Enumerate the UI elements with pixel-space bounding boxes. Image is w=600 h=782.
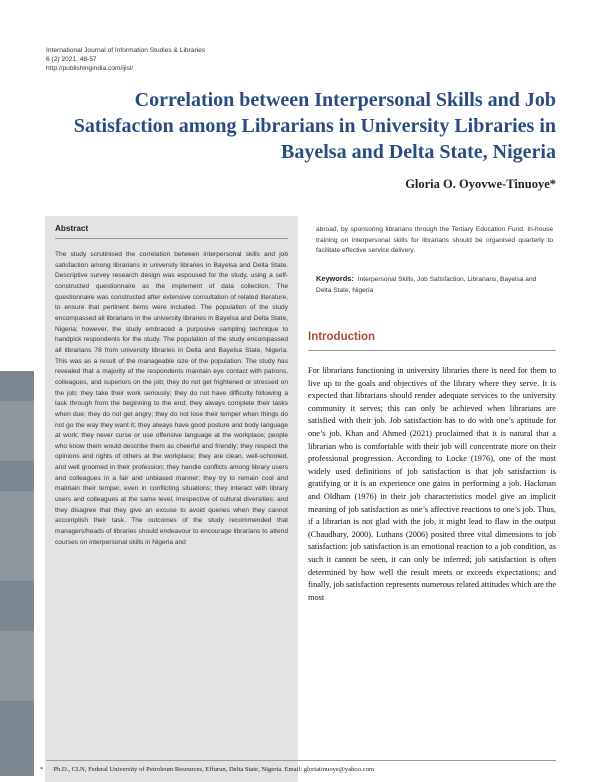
keywords-label: Keywords: — [316, 274, 354, 283]
journal-issue: 6 (2) 2021, 48-57 — [46, 56, 97, 63]
abstract-continuation: abroad, by sponsoring librarians through the Tertiary Education Fund. In-house training on interpersonal skills for librarians should be organised quarterly to facilitate effective service delivery. — [316, 226, 553, 255]
journal-name: International Journal of Information Studies & Libraries — [46, 47, 206, 54]
footnote — [40, 766, 560, 773]
author-name: Gloria O. Oyovwe-Tinuoye* — [405, 177, 556, 191]
journal-header — [46, 46, 346, 73]
abstract-box — [45, 216, 298, 782]
decorative-side-stripe — [0, 371, 34, 776]
footnote-mark: * — [40, 766, 44, 773]
journal-url: http://publishingindia.com/ijisl/ — [46, 65, 134, 72]
keywords-list: Interpersonal Skills, Job Satisfaction, Librarians, Bayelsa and Delta State, Nigeria — [316, 276, 537, 294]
introduction-heading: Introduction — [308, 331, 376, 343]
footnote-divider — [46, 760, 556, 761]
introduction-divider — [308, 350, 556, 351]
introduction-text: For librarians functioning in university libraries there is need for them to live up to the goals and objectives of the library where they serve. It is expected that librarians should render adequate services to the university community it serves; this can only be achieved when librarians are satisfied with their job. Job satisfaction has to do with one’s aptitude for one’s job. Khan and Ahmed (2021) proclaimed that it is natural that a librarian who is comfortable with their job will concentrate more on their professional progression. According to Locke (1976), one of the most widely used definitions of job satisfaction is that job satisfaction is gratifying or it is an experience one gains in performing a job. Hackman and Oldham (1976) in their job characteristics model give an implicit meaning of job satisfaction as one’s affective reactions to one’s job. Thus, if a librarian is not glad with the job, it might lead to flaw in the output (Chaudhary, 2000). Luthans (2006) posited three vital dimensions to job satisfaction: job satisfaction is an emotional reaction to a job condition, as such it cannot be seen, it can only be inferred; job satisfaction is often determined by how well the result meets or exceeds expectations; and finally, job satisfaction represents numerous related attitudes which are the most — [308, 366, 556, 602]
abstract-text: The study scrutinised the correlation between interpersonal skills and job satisfaction among librarians in university libraries in Bayelsa and Delta State. Descriptive survey research design was espoused for the study, using a self-constructed questionnaire as the implement of data collection. The questionnaire was constructed after extensive consultation of related literature, to ensure that pertinent items were included. The population of the study encompassed all librarians in the university libraries in Bayelsa and Delta State, Nigeria; however, the study embraced a purposive sampling technique to handpick respondents for the study. The population of the study encompassed all librarians 78 from university libraries in Delta and Bayelsa State, Nigeria. This was as a result of the manageable size of the population. The study has revealed that a majority of the respondents maintain eye contact with patrons, colleagues, and superiors on the job; they do not get frightened or stressed on the job; they take their work seriously; they do not have difficulty following a task through from the beginning to the end; they always complete their tasks when due; they do not get angry; they do not lose their temper when things do not go the way they want it; they always have good posture and body language at work; they never curse or use offensive language at the workplace; people who know them would describe them as cheerful and friendly; they respect the opinions and rights of others at the workplace; they are clean, well-schooled, and well groomed in their profession; they handle conflicts among library users and colleagues in a fair and unbiased manner; they try to remain cool and maintain their temper, even in conflicting situations; they interact with library users and colleagues at the same level, irrespective of cultural diversities; and they disagree that they give an excuse to avoid queries when they cannot accomplish their task. The outcomes of the study recommended that managers/heads of libraries should endeavour to encourage librarians to attend courses on interpersonal skills in Nigeria and — [55, 251, 288, 546]
paper-title: Correlation between Interpersonal Skills and Job Satisfaction among Librarians in University Libraries in Bayelsa and Delta State, Nigeria — [73, 89, 556, 163]
keywords — [316, 274, 553, 296]
abstract-heading: Abstract — [55, 224, 89, 233]
abstract-divider — [55, 238, 288, 239]
footnote-text: Ph.D., CLN, Federal University of Petroleum Resources, Effurun, Delta State, Nigeria. Email: gloriatinuoye@yahoo.com — [53, 766, 375, 773]
